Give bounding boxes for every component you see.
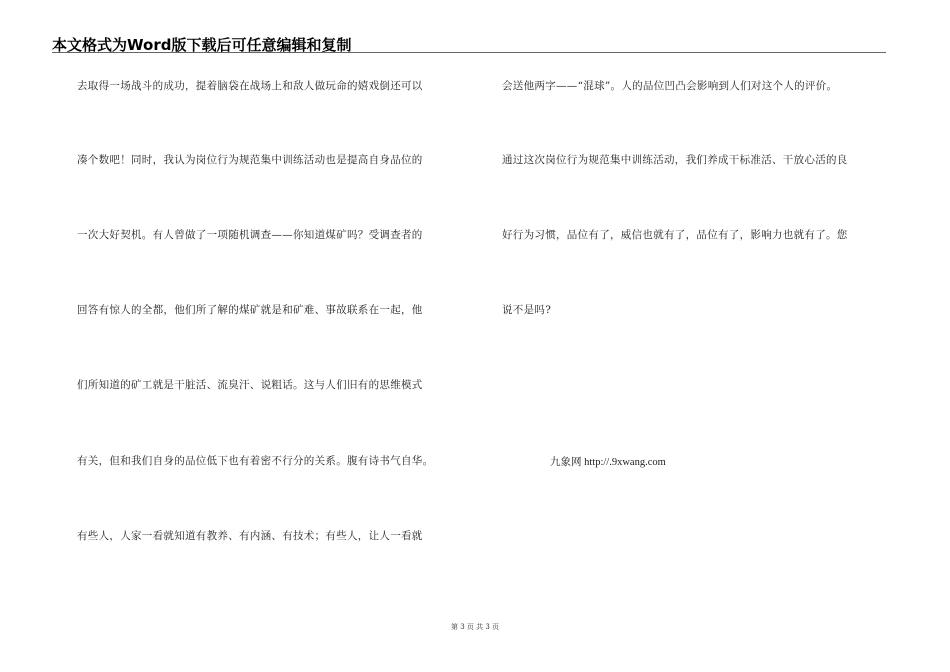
right-text-line: 通过这次岗位行为规范集中训练活动，我们养成干标准活、干放心活的良 — [502, 154, 848, 166]
header-divider — [52, 52, 886, 53]
left-text-line: 一次大好契机。有人曾做了一项随机调查——你知道煤矿吗？受调查者的 — [77, 229, 423, 241]
document-header-title: 本文格式为Word版下载后可任意编辑和复制 — [52, 36, 352, 54]
left-text-line: 有些人，人家一看就知道有教养、有内涵、有技术；有些人，让人一看就 — [77, 530, 423, 542]
right-text-line: 会送他两字——“混球”。人的品位凹凸会影响到人们对这个人的评价。 — [502, 80, 838, 92]
right-text-line: 说不是吗? — [502, 304, 552, 316]
left-text-line: 凑个数吧！同时，我认为岗位行为规范集中训练活动也是提高自身品位的 — [77, 154, 423, 166]
left-text-line: 去取得一场战斗的成功，提着脑袋在战场上和敌人做玩命的嬉戏倒还可以 — [77, 80, 423, 92]
page-number: 第 3 页 共 3 页 — [450, 623, 500, 631]
left-text-line: 们所知道的矿工就是干脏活、流臭汗、说粗话。这与人们旧有的思维模式 — [77, 379, 423, 391]
right-text-line: 好行为习惯，品位有了，威信也就有了，品位有了，影响力也就有了。您 — [502, 229, 848, 241]
left-text-line: 有关，但和我们自身的品位低下也有着密不行分的关系。腹有诗书气自华。 — [77, 455, 434, 467]
left-text-line: 回答有惊人的全都，他们所了解的煤矿就是和矿难、事故联系在一起，他 — [77, 304, 423, 316]
source-link[interactable]: 九象网 http://.9xwang.com — [550, 457, 666, 468]
